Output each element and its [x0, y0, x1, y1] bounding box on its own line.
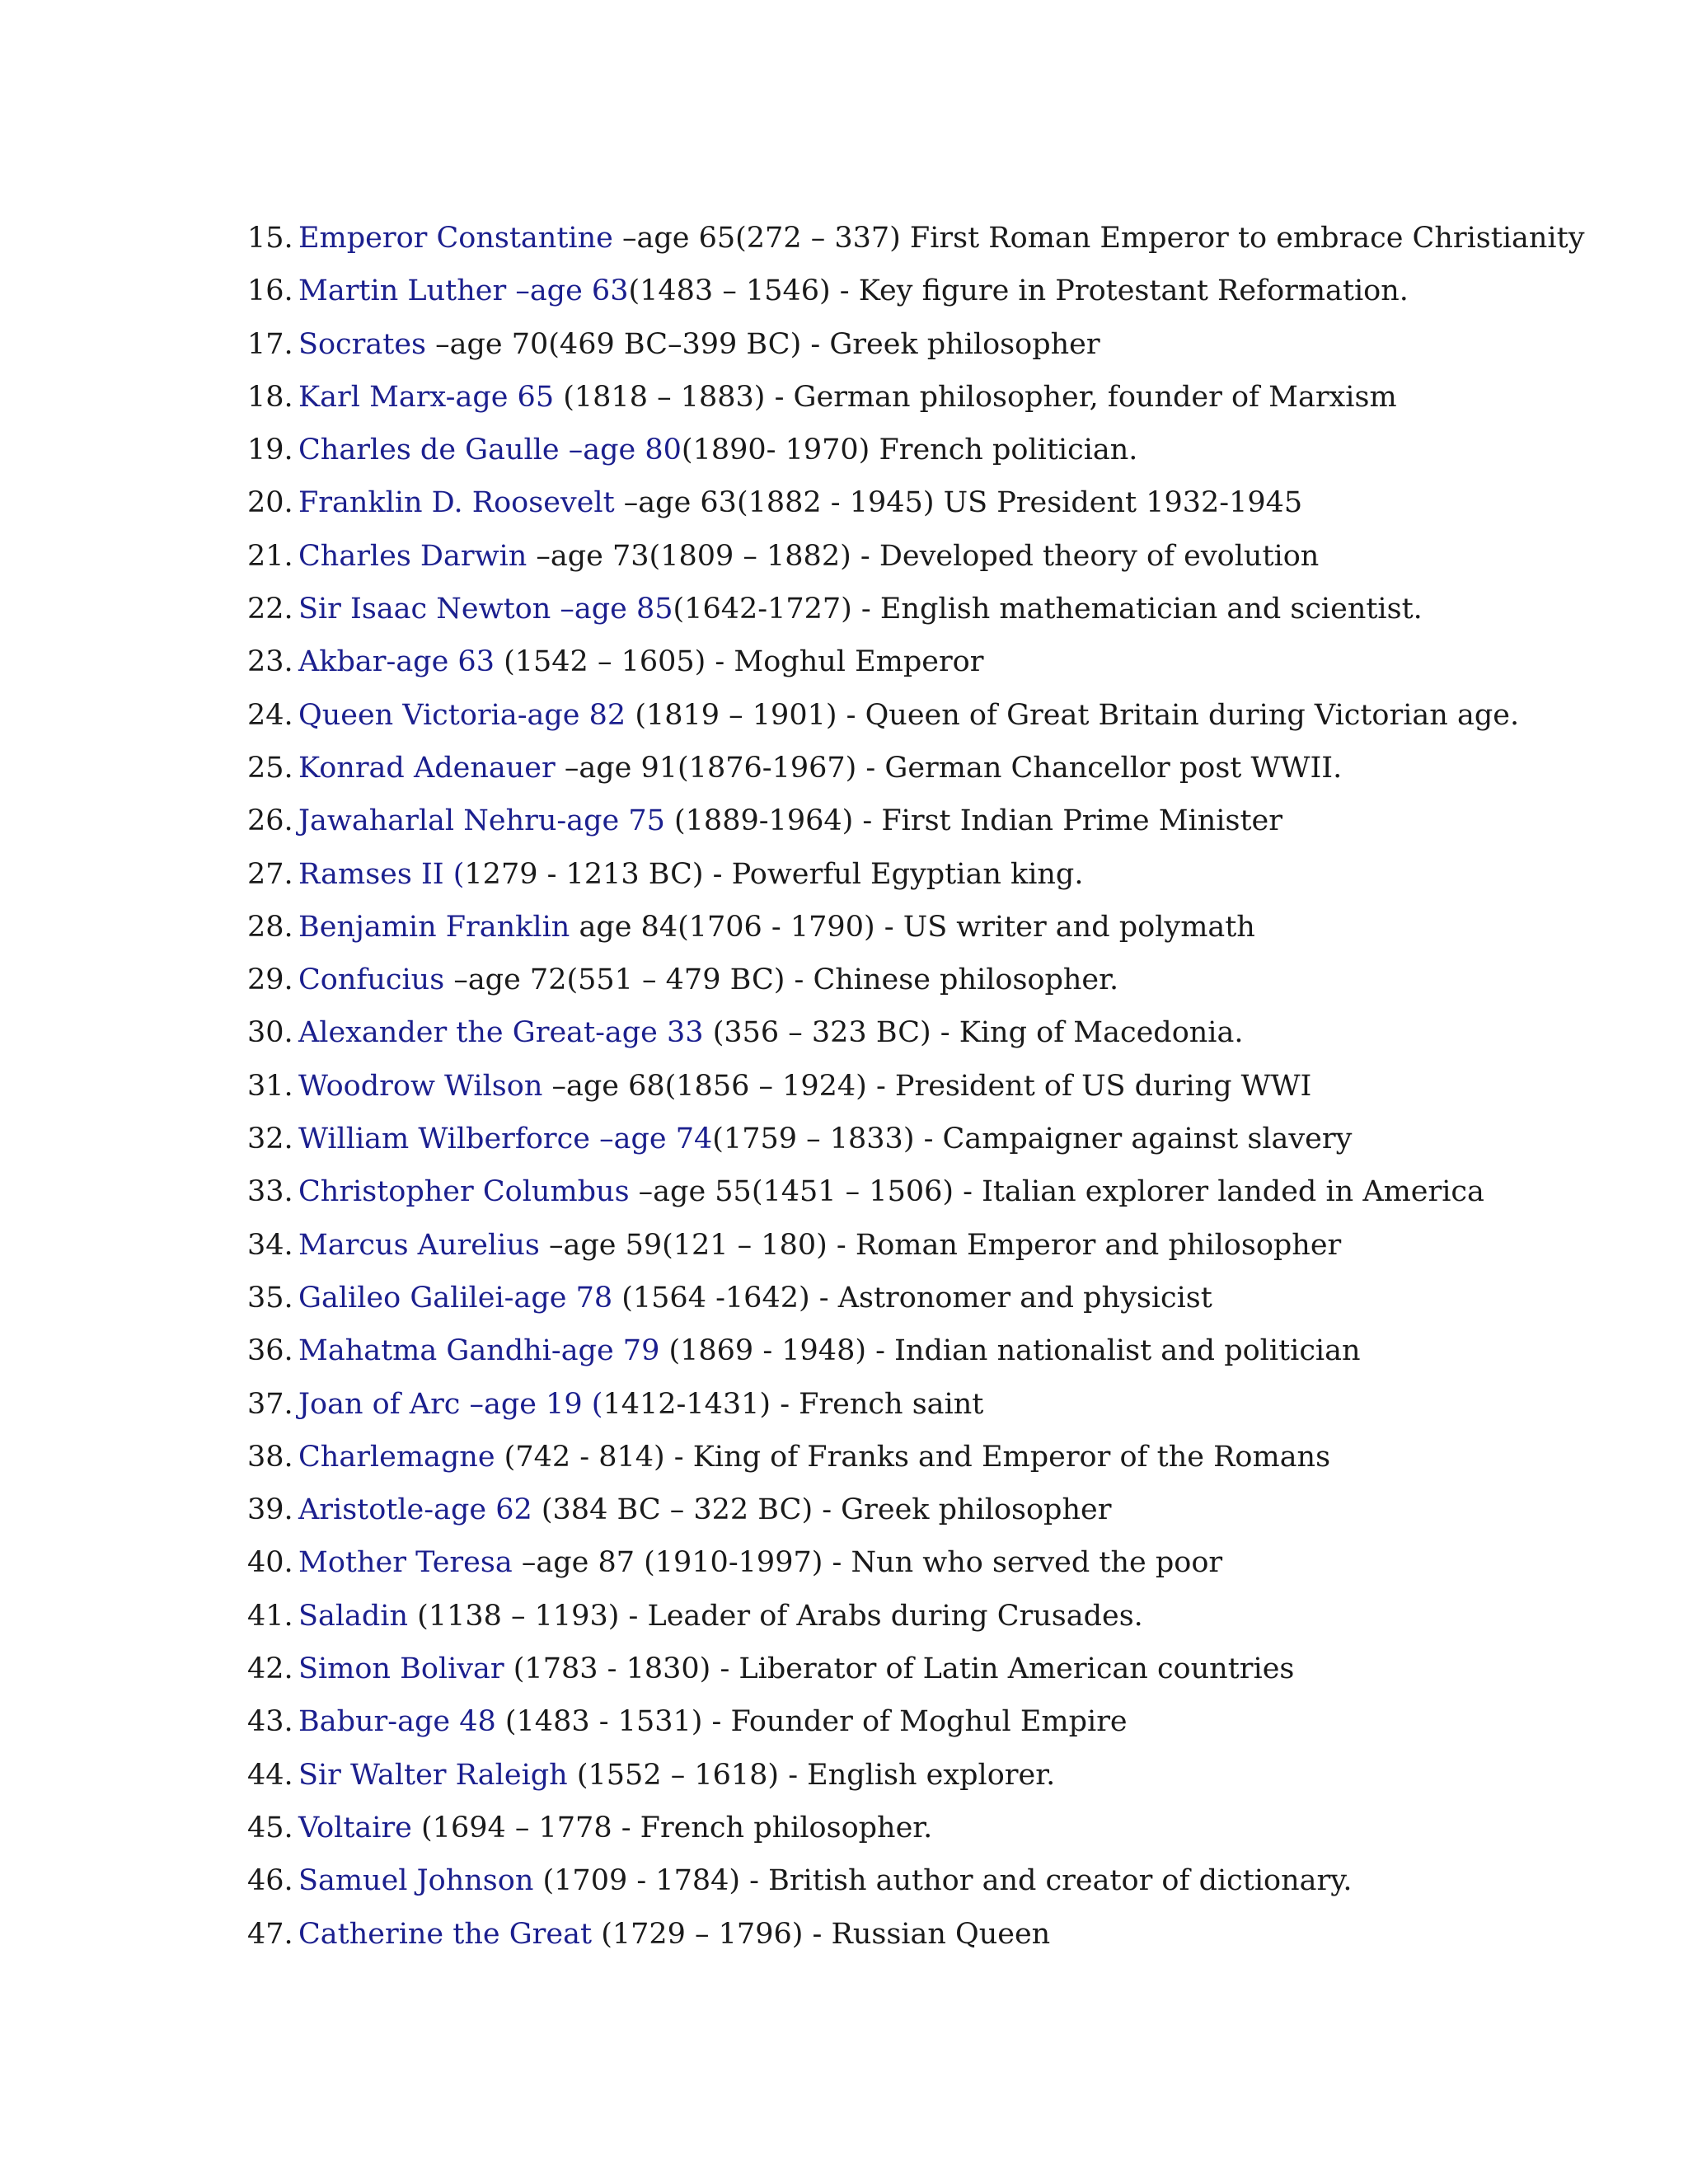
- person-link[interactable]: Konrad Adenauer: [298, 751, 556, 785]
- item-description: (742 - 814) - King of Franks and Emperor of the Romans: [495, 1440, 1331, 1474]
- item-number: 32.: [247, 1122, 293, 1156]
- item-description: (1542 – 1605) - Moghul Emperor: [494, 645, 984, 679]
- item-number: 34.: [247, 1228, 293, 1262]
- item-description: –age 87 (1910-1997) - Nun who served the poor: [512, 1546, 1223, 1580]
- item-description: –age 73(1809 – 1882) - Developed theory of evolution: [527, 539, 1320, 573]
- list-item: [247, 265, 1584, 317]
- item-description: –age 65(272 – 337) First Roman Emperor to embrace Christianity: [612, 222, 1585, 255]
- item-description: 1279 - 1213 BC) - Powerful Egyptian king.: [464, 857, 1084, 891]
- person-link[interactable]: Joan of Arc –age 19 (: [298, 1387, 603, 1421]
- item-number: 22.: [247, 593, 293, 626]
- list-item: [247, 1908, 1584, 1961]
- person-link[interactable]: Mother Teresa: [298, 1546, 513, 1580]
- item-number: 25.: [247, 751, 293, 785]
- item-number: 27.: [247, 857, 293, 891]
- item-number: 16.: [247, 274, 293, 308]
- person-link[interactable]: Saladin: [298, 1599, 409, 1633]
- person-link[interactable]: Jawaharlal Nehru-age 75: [298, 804, 665, 838]
- item-number: 47.: [247, 1917, 293, 1951]
- item-number: 29.: [247, 963, 293, 997]
- item-description: –age 63(1882 - 1945) US President 1932-1945: [614, 486, 1303, 520]
- person-link[interactable]: Benjamin Franklin: [298, 910, 570, 944]
- person-link[interactable]: Franklin D. Roosevelt: [298, 486, 615, 520]
- list-item: [247, 583, 1584, 635]
- list-item: [247, 1590, 1584, 1643]
- item-number: 26.: [247, 804, 293, 838]
- item-description: (1818 – 1883) - German philosopher, founder of Marxism: [554, 380, 1397, 414]
- list-item: [247, 318, 1584, 371]
- list-item: [247, 1165, 1584, 1218]
- item-description: (1694 – 1778 - French philosopher.: [411, 1811, 933, 1844]
- person-link[interactable]: Galileo Galilei-age 78: [298, 1281, 613, 1315]
- item-number: 20.: [247, 486, 293, 520]
- item-description: (1819 – 1901) - Queen of Great Britain during Victorian age.: [626, 698, 1520, 732]
- item-number: 38.: [247, 1440, 293, 1474]
- item-description: (1138 – 1193) - Leader of Arabs during Crusades.: [408, 1599, 1143, 1633]
- person-link[interactable]: Akbar-age 63: [298, 645, 495, 679]
- list-item: [247, 1695, 1584, 1748]
- person-link[interactable]: Babur-age 48: [298, 1705, 496, 1739]
- item-description: 1412-1431) - French saint: [603, 1387, 984, 1421]
- person-link[interactable]: Samuel Johnson: [298, 1864, 534, 1898]
- list-item: [247, 1643, 1584, 1695]
- item-number: 35.: [247, 1281, 293, 1315]
- person-link[interactable]: Martin Luther –age 63: [298, 274, 629, 308]
- item-number: 24.: [247, 698, 293, 732]
- list-item: [247, 1431, 1584, 1483]
- item-description: age 84(1706 - 1790) - US writer and polymath: [570, 910, 1255, 944]
- item-description: (1552 – 1618) - English explorer.: [567, 1758, 1056, 1792]
- item-description: –age 72(551 – 479 BC) - Chinese philosopher.: [444, 963, 1119, 997]
- list-item: [247, 742, 1584, 794]
- item-number: 21.: [247, 539, 293, 573]
- person-link[interactable]: Christopher Columbus: [298, 1175, 630, 1209]
- item-description: (1642-1727) - English mathematician and scientist.: [673, 593, 1423, 626]
- item-number: 42.: [247, 1652, 293, 1686]
- item-description: (384 BC – 322 BC) - Greek philosopher: [532, 1493, 1112, 1527]
- item-description: (1729 – 1796) - Russian Queen: [592, 1917, 1051, 1951]
- item-number: 46.: [247, 1864, 293, 1898]
- item-description: (1869 - 1948) - Indian nationalist and politician: [659, 1334, 1361, 1368]
- list-item: [247, 530, 1584, 583]
- person-link[interactable]: Woodrow Wilson: [298, 1069, 543, 1103]
- list-item: [247, 848, 1584, 901]
- item-number: 31.: [247, 1069, 293, 1103]
- list-item: [247, 1113, 1584, 1165]
- item-number: 28.: [247, 910, 293, 944]
- list-item: [247, 424, 1584, 476]
- person-link[interactable]: Mahatma Gandhi-age 79: [298, 1334, 660, 1368]
- people-list: [247, 212, 1584, 1961]
- person-link[interactable]: Sir Isaac Newton –age 85: [298, 593, 673, 626]
- item-description: (1890- 1970) French politician.: [681, 434, 1138, 467]
- list-item: [247, 1006, 1584, 1059]
- list-item: [247, 635, 1584, 688]
- list-item: [247, 794, 1584, 847]
- list-item: [247, 1854, 1584, 1907]
- list-item: [247, 1378, 1584, 1431]
- person-link[interactable]: Queen Victoria-age 82: [298, 698, 626, 732]
- item-number: 30.: [247, 1016, 293, 1050]
- list-item: [247, 954, 1584, 1006]
- person-link[interactable]: Voltaire: [298, 1811, 412, 1844]
- item-description: (1709 - 1784) - British author and creator of dictionary.: [533, 1864, 1353, 1898]
- list-item: [247, 212, 1584, 265]
- item-description: –age 91(1876-1967) - German Chancellor post WWII.: [555, 751, 1343, 785]
- item-number: 40.: [247, 1546, 293, 1580]
- list-item: [247, 1802, 1584, 1854]
- person-link[interactable]: Charles de Gaulle –age 80: [298, 434, 682, 467]
- list-item: [247, 1536, 1584, 1589]
- person-link[interactable]: Charles Darwin: [298, 539, 528, 573]
- item-description: –age 59(121 – 180) - Roman Emperor and philosopher: [539, 1228, 1342, 1262]
- list-item: [247, 371, 1584, 424]
- person-link[interactable]: William Wilberforce –age 74: [298, 1122, 713, 1156]
- person-link[interactable]: Simon Bolivar: [298, 1652, 504, 1686]
- item-number: 36.: [247, 1334, 293, 1368]
- list-item: [247, 1324, 1584, 1377]
- item-description: (1759 – 1833) - Campaigner against slavery: [712, 1122, 1353, 1156]
- list-item: [247, 1749, 1584, 1802]
- list-item: [247, 1483, 1584, 1536]
- item-number: 23.: [247, 645, 293, 679]
- item-number: 37.: [247, 1387, 293, 1421]
- person-link[interactable]: Catherine the Great: [298, 1917, 593, 1951]
- item-description: (1783 - 1830) - Liberator of Latin American countries: [504, 1652, 1295, 1686]
- item-description: –age 68(1856 – 1924) - President of US during WWI: [542, 1069, 1312, 1103]
- item-description: (356 – 323 BC) - King of Macedonia.: [703, 1016, 1244, 1050]
- item-number: 19.: [247, 434, 293, 467]
- item-description: –age 70(469 BC–399 BC) - Greek philosopher: [426, 327, 1100, 361]
- list-item: [247, 689, 1584, 742]
- item-number: 33.: [247, 1175, 293, 1209]
- item-description: –age 55(1451 – 1506) - Italian explorer landed in America: [629, 1175, 1484, 1209]
- person-link[interactable]: Charlemagne: [298, 1440, 495, 1474]
- item-number: 18.: [247, 380, 293, 414]
- person-link[interactable]: Aristotle-age 62: [298, 1493, 532, 1527]
- list-item: [247, 901, 1584, 954]
- person-link[interactable]: Confucius: [298, 963, 445, 997]
- list-item: [247, 1272, 1584, 1324]
- item-number: 41.: [247, 1599, 293, 1633]
- person-link[interactable]: Socrates: [298, 327, 426, 361]
- list-item: [247, 476, 1584, 529]
- item-number: 17.: [247, 327, 293, 361]
- list-item: [247, 1060, 1584, 1113]
- person-link[interactable]: Ramses II (: [298, 857, 465, 891]
- list-item: [247, 1219, 1584, 1272]
- item-description: (1889-1964) - First Indian Prime Minister: [664, 804, 1282, 838]
- item-number: 45.: [247, 1811, 293, 1844]
- item-description: (1483 - 1531) - Founder of Moghul Empire: [495, 1705, 1128, 1739]
- item-description: (1483 – 1546) - Key figure in Protestant Reformation.: [628, 274, 1409, 308]
- person-link[interactable]: Karl Marx-age 65: [298, 380, 555, 414]
- item-number: 15.: [247, 222, 293, 255]
- person-link[interactable]: Emperor Constantine: [298, 222, 613, 255]
- person-link[interactable]: Alexander the Great-age 33: [298, 1016, 704, 1050]
- person-link[interactable]: Sir Walter Raleigh: [298, 1758, 568, 1792]
- person-link[interactable]: Marcus Aurelius: [298, 1228, 540, 1262]
- item-number: 43.: [247, 1705, 293, 1739]
- item-description: (1564 -1642) - Astronomer and physicist: [612, 1281, 1212, 1315]
- item-number: 44.: [247, 1758, 293, 1792]
- item-number: 39.: [247, 1493, 293, 1527]
